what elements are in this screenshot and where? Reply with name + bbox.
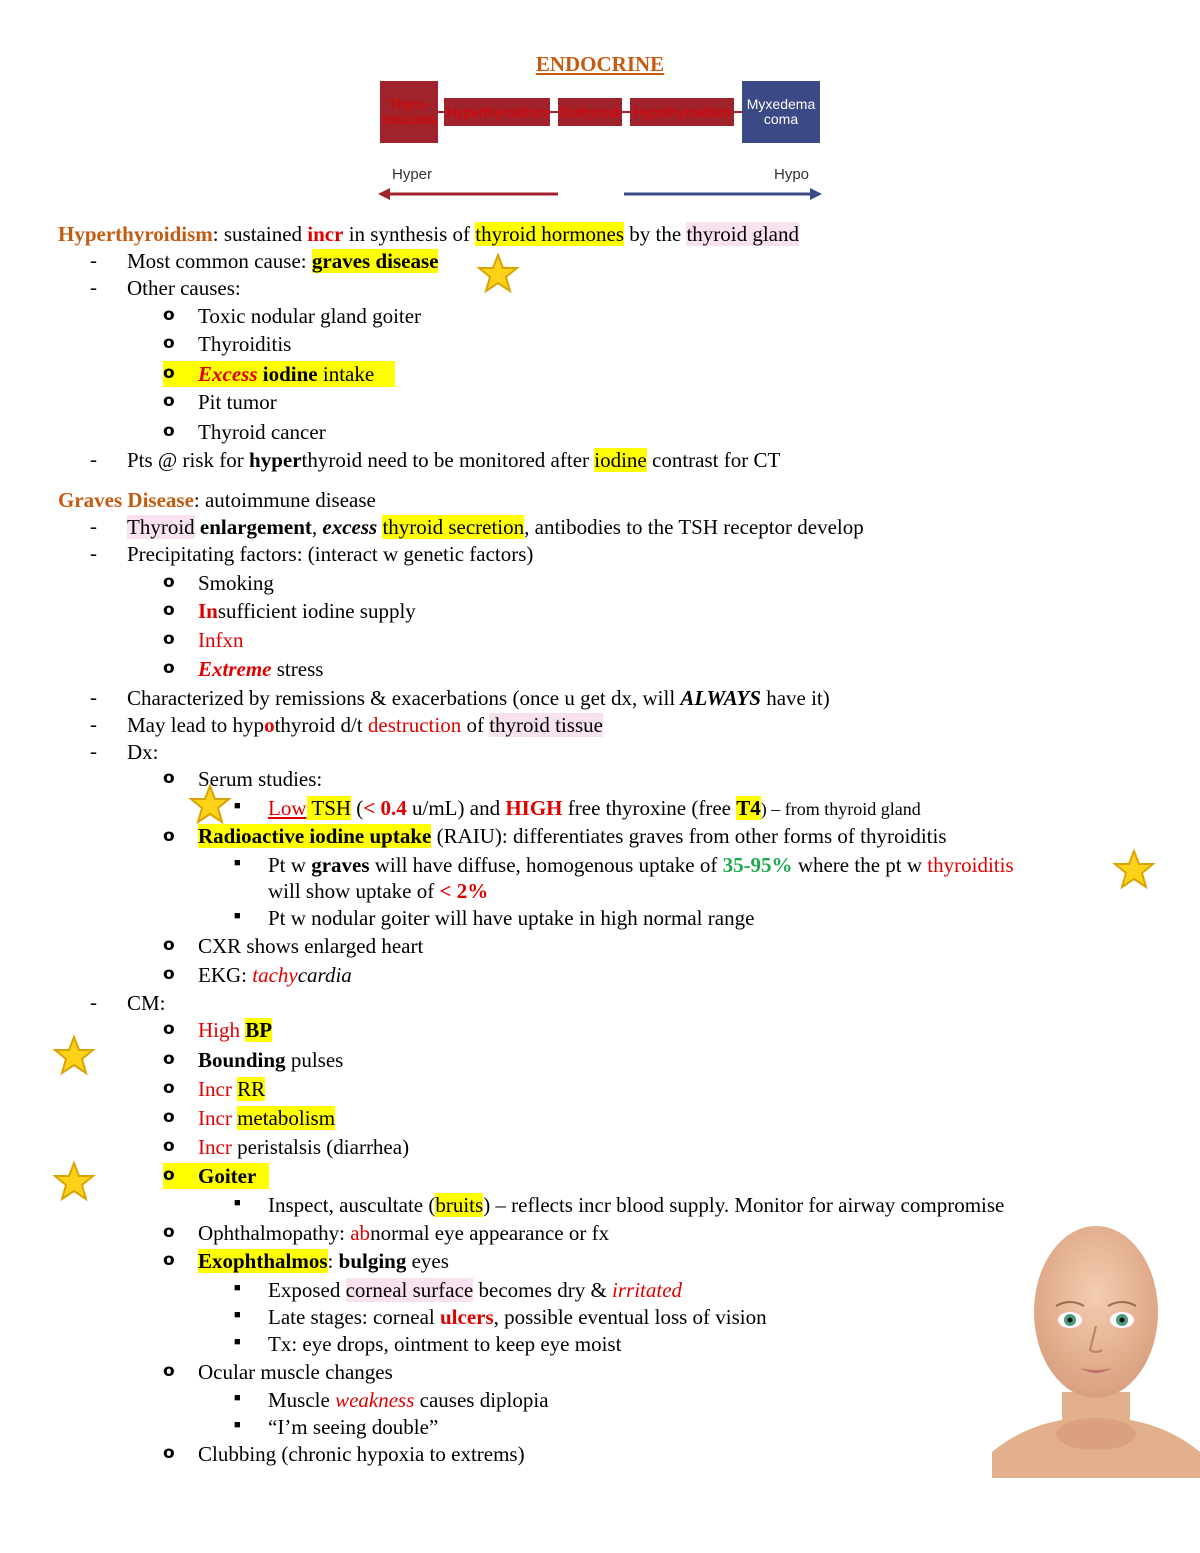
text: HIGH [505,796,563,820]
text: ulcers [440,1305,494,1329]
text: Incr [198,1106,232,1130]
list-item [198,1047,343,1073]
list-item: Clubbing (chronic hypoxia to extrems) [198,1442,525,1466]
spectrum-box-hyperthyroidism: Hyperthyroidism [444,98,550,126]
text: stress [271,657,324,681]
circle-bullet: o [163,600,175,620]
list-item [198,1220,609,1246]
square-bullet: ■ [234,800,241,812]
spectrum-box-thyrotoxicosis: Thyro- toxicosis [380,81,438,143]
page-title: ENDOCRINE [535,52,665,76]
text: thyroid secretion [382,515,525,539]
circle-bullet: o [163,935,175,955]
list-item: Toxic nodular gland goiter [198,304,422,328]
text: thyroid hormones [475,222,625,246]
dash-bullet: - [90,990,97,1014]
circle-bullet: o [163,658,175,678]
circle-bullet: o [163,768,175,788]
text: o [264,713,275,737]
dash-bullet: - [90,275,97,299]
text: 35-95% [722,853,793,877]
text: ( [351,796,364,820]
list-item: Tx: eye drops, ointment to keep eye moist [268,1332,622,1356]
dash-bullet: - [90,514,97,538]
text: Radioactive iodine uptake [198,824,432,848]
raiu-line [198,823,947,849]
graves-uptake-line [268,852,1014,878]
list-item: Goiter [198,1164,257,1188]
may-line [127,712,603,738]
text: Pts @ risk for [127,448,250,472]
circle-bullet: o [163,1049,175,1069]
list-item [198,598,416,624]
text: High [198,1018,240,1042]
hypo-label: Hypo [774,166,810,183]
text: Ophthalmopathy: [198,1221,351,1245]
circle-bullet: o [163,1250,175,1270]
circle-bullet: o [163,1361,175,1381]
text: EKG: [198,963,253,987]
text: Muscle [268,1388,336,1412]
hyper-definition [58,221,799,247]
text: , antibodies to the TSH receptor develop [524,515,864,539]
text: Late stages: corneal [268,1305,440,1329]
text: contrast for CT [646,448,781,472]
list-item: CXR shows enlarged heart [198,934,424,958]
text: Low [268,796,307,820]
list-item [268,1387,549,1413]
list-item [198,1076,265,1102]
circle-bullet: o [163,826,175,846]
square-bullet: ■ [234,857,241,869]
text: iodine [594,448,647,472]
text: Exophthalmos [198,1249,328,1273]
text: ) – from thyroid gland [760,799,921,819]
dash-bullet: - [90,447,97,471]
list-item [198,1017,272,1043]
dash-bullet: - [90,739,97,763]
square-bullet: ■ [234,1392,241,1404]
hyper-label: Hyper [392,166,433,183]
text: Extreme [198,657,272,681]
text: have it) [760,686,830,710]
text: Exposed [268,1278,346,1302]
text: excess [322,515,378,539]
circle-bullet: o [163,305,175,325]
square-bullet: ■ [234,1419,241,1431]
circle-bullet: o [163,333,175,353]
text: metabolism [237,1106,336,1130]
list-item [268,1304,767,1330]
text: destruction [367,713,462,737]
other-causes-label: Other causes: [127,276,241,300]
text: (RAIU): differentiates graves from other forms of thyroiditis [431,824,947,848]
dash-bullet: - [90,541,97,565]
star-icon [1112,848,1156,892]
spectrum-box-hypothyroidism: Hypothyroidism [630,98,734,126]
spectrum-box-euthyroid: Euthyroid [558,98,622,126]
text: BP [245,1018,273,1042]
circle-bullet: o [163,964,175,984]
list-item: Pit tumor [198,390,277,414]
list-item [198,962,352,988]
list-item: Smoking [198,571,274,595]
graves-line-1 [127,514,864,540]
star-icon [52,1160,96,1204]
list-item: Thyroiditis [198,332,292,356]
circle-bullet: o [163,1443,175,1463]
circle-bullet: o [163,572,175,592]
text: intake [317,362,375,386]
text: irritated [612,1278,683,1302]
text: tachy [252,963,298,987]
text: eyes [406,1249,449,1273]
cause-line [127,248,438,274]
square-bullet: ■ [234,910,241,922]
text: graves disease [311,249,439,273]
square-bullet: ■ [234,1282,241,1294]
text: , [311,515,323,539]
dash-bullet: - [90,712,97,736]
circle-bullet: o [163,1222,175,1242]
circle-bullet: o [163,1107,175,1127]
square-bullet: ■ [234,1197,241,1209]
list-item: Ocular muscle changes [198,1360,393,1384]
goiter-face-illustration [992,1222,1200,1478]
text: thyroid d/t [274,713,368,737]
text: of [461,713,490,737]
text: weakness [335,1388,415,1412]
circle-bullet: o [163,1078,175,1098]
text: bruits [435,1193,484,1217]
text: iodine [257,362,318,386]
text: ) – reflects incr blood supply. Monitor for airway compromise [483,1193,1005,1217]
text: Bounding [198,1048,286,1072]
star-icon [188,783,232,827]
list-item: Serum studies: [198,767,323,791]
spectrum-box-myxedema: Myxedema coma [742,81,820,143]
text: sufficient iodine supply [217,599,416,623]
text: May lead to hyp [127,713,265,737]
text: < 0.4 [363,796,407,820]
star-icon [52,1034,96,1078]
text: Characterized by remissions & exacerbations (once u get dx, will [127,686,681,710]
text: , possible eventual loss of vision [493,1305,767,1329]
text: u/mL) and [406,796,506,820]
pts-line [127,447,780,473]
text: corneal surface [345,1278,474,1302]
text: cardia [297,963,352,987]
text: by the [624,222,687,246]
text: where the pt w [792,853,928,877]
dx-label: Dx: [127,740,159,764]
text: : autoimmune disease [193,488,376,512]
list-item [198,1134,409,1160]
text: causes diplopia [414,1388,549,1412]
text: in synthesis of [343,222,476,246]
text: thyroid gland [686,222,800,246]
list-item: “I’m seeing double” [268,1415,439,1439]
dash-bullet: - [90,685,97,709]
text: In [198,599,218,623]
text: becomes dry & [473,1278,613,1302]
list-item: Infxn [198,628,244,652]
text: bulging [338,1249,407,1273]
text: pulses [285,1048,344,1072]
dash-bullet: - [90,248,97,272]
list-item [198,361,374,387]
star-icon [476,252,520,296]
text: free thyroxine (free [562,796,737,820]
text: thyroiditis [927,853,1014,877]
text: Most common cause: [127,249,312,273]
list-item: Pt w nodular goiter will have uptake in high normal range [268,906,755,930]
text: Thyroid [127,515,195,539]
graves-definition [58,487,376,513]
circle-bullet: o [163,1136,175,1156]
text: will have diffuse, homogenous uptake of [369,853,723,877]
text: thyroid tissue [489,713,603,737]
char-line [127,685,830,711]
circle-bullet: o [163,363,175,383]
thyroid-spectrum-diagram [378,76,822,206]
text: Inspect, auscultate ( [268,1193,436,1217]
square-bullet: ■ [234,1309,241,1321]
text: thyroid need to be monitored after [301,448,595,472]
text: ALWAYS [680,686,761,710]
text: Pt w [268,853,312,877]
list-item [198,1105,335,1131]
inspect-line [268,1192,1004,1218]
hyper-term: Hyperthyroidism [58,222,213,246]
text: : [327,1249,339,1273]
list-item [268,1277,682,1303]
text: ab [350,1221,371,1245]
graves-term: Graves Disease [58,488,194,512]
tsh-line [268,795,921,822]
text: normal eye appearance or fx [370,1221,610,1245]
text: incr [307,222,344,246]
list-item [198,1248,449,1274]
spectrum-arrows [378,76,822,206]
text: will show uptake of [268,879,440,903]
graves-uptake-line-2 [268,878,488,904]
text: Incr [198,1135,232,1159]
cm-label: CM: [127,991,166,1015]
square-bullet: ■ [234,1336,241,1348]
text: enlargement [194,515,312,539]
circle-bullet: o [163,629,175,649]
text: < 2% [439,879,489,903]
list-item: Thyroid cancer [198,420,326,444]
circle-bullet: o [163,1019,175,1039]
text: TSH [306,796,352,820]
text: RR [237,1077,266,1101]
text: Incr [198,1077,232,1101]
text: hyper [249,448,302,472]
precip-line: Precipitating factors: (interact w genetic factors) [127,542,534,566]
text: T4 [736,796,761,820]
circle-bullet: o [163,391,175,411]
text: : sustained [212,222,308,246]
circle-bullet: o [163,1165,175,1185]
text: peristalsis (diarrhea) [231,1135,410,1159]
text: graves [311,853,370,877]
list-item [198,656,323,682]
text: Excess [198,362,258,386]
circle-bullet: o [163,421,175,441]
